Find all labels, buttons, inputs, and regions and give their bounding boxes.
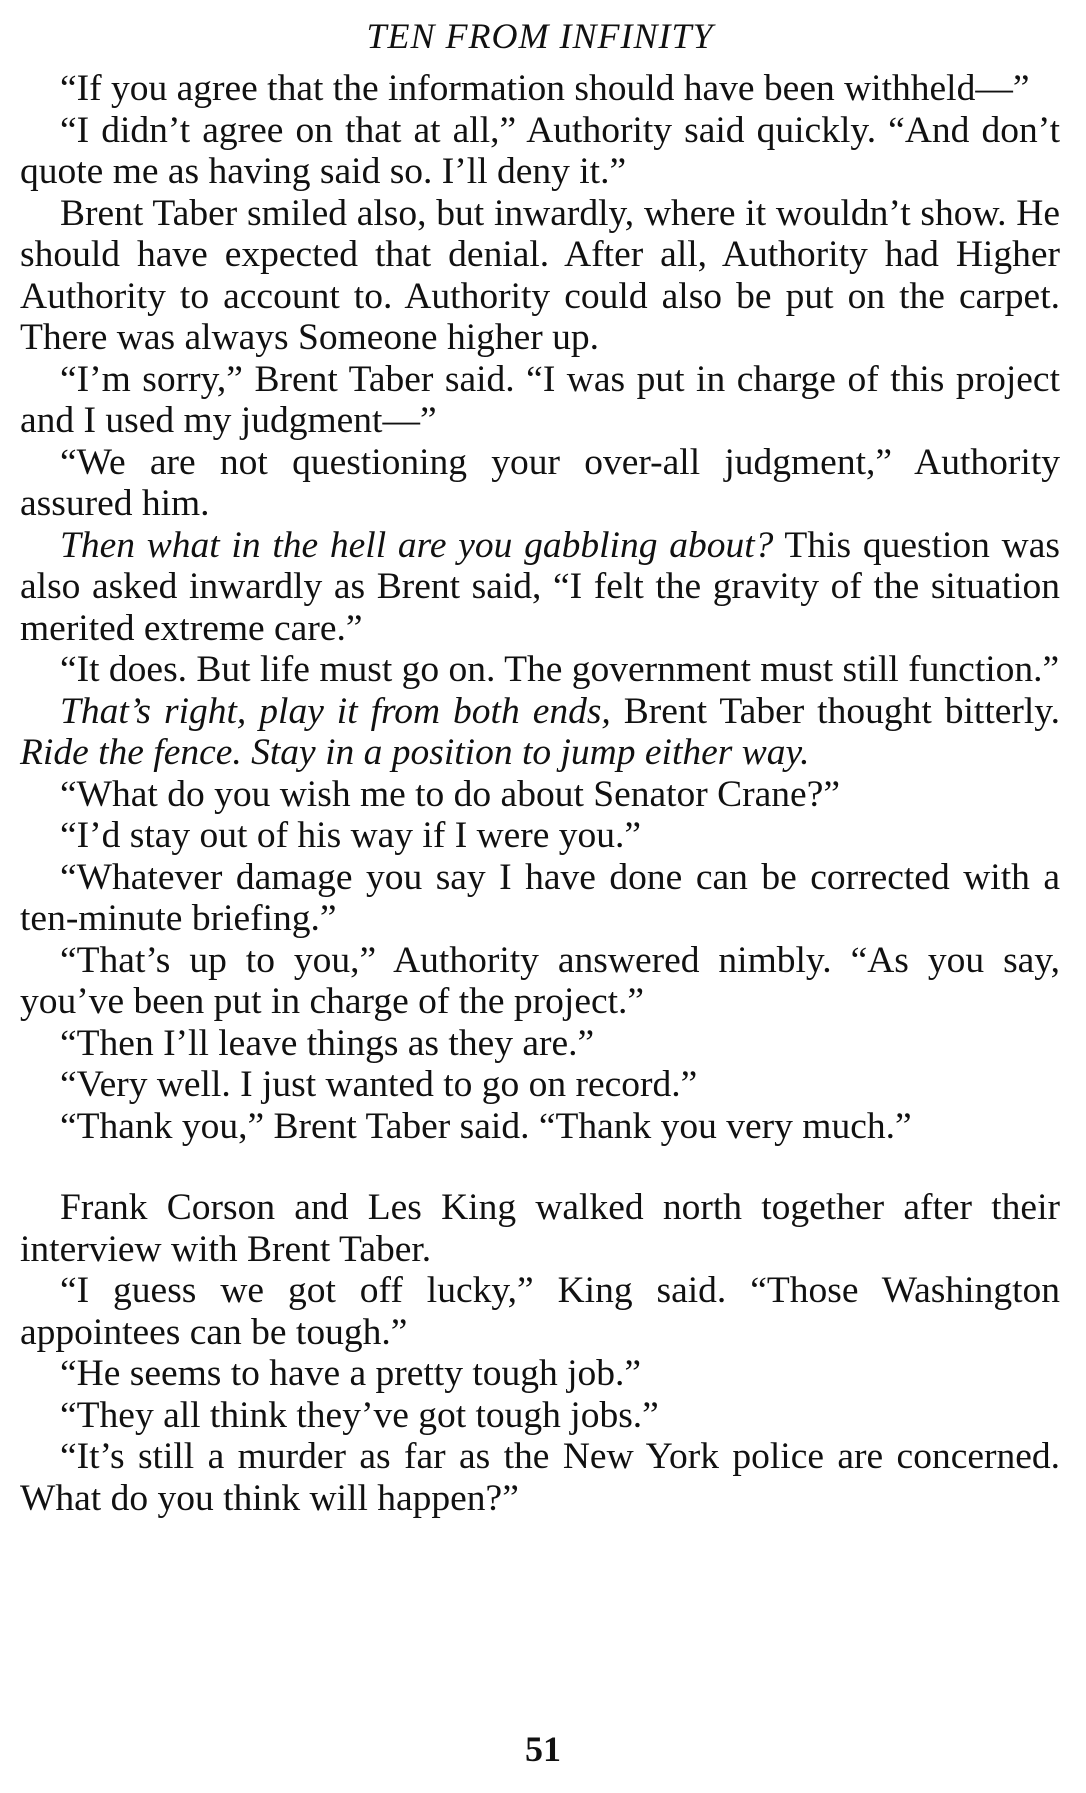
italic-text: Then what in the hell are you gabbling about? xyxy=(60,524,774,566)
paragraph-text: Brent Taber thought bitterly. xyxy=(610,690,1060,732)
paragraph-text: “Then I’ll leave things as they are.” xyxy=(60,1022,595,1064)
paragraph-text: “What do you wish me to do about Senator Crane?” xyxy=(60,773,840,815)
italic-text: That’s right, play it from both ends, xyxy=(60,690,611,732)
paragraph xyxy=(20,1353,1060,1395)
paragraph xyxy=(20,1270,1060,1353)
paragraph xyxy=(20,649,1060,691)
paragraph-text: “Very well. I just wanted to go on record.” xyxy=(60,1064,698,1105)
paragraph xyxy=(20,193,1060,359)
section-break xyxy=(20,1147,1060,1187)
paragraph-text: “He seems to have a pretty tough job.” xyxy=(60,1353,642,1394)
paragraph-text: “They all think they’ve got tough jobs.” xyxy=(60,1394,659,1436)
paragraph xyxy=(20,1064,1060,1106)
paragraph xyxy=(20,1436,1060,1519)
book-page xyxy=(20,14,1060,1519)
paragraph-text: “If you agree that the information should have been withheld—” xyxy=(60,68,1030,109)
paragraph-text: “I’m sorry,” Brent Taber said. “I was put in charge of this project and I used my judgment—” xyxy=(20,358,1060,441)
paragraph-text: “We are not questioning your over-all judgment,” Authority assured him. xyxy=(20,441,1060,524)
paragraph-text: “I guess we got off lucky,” King said. “Those Washington appointees can be tough.” xyxy=(20,1270,1060,1353)
page-number: 51 xyxy=(525,1729,561,1769)
paragraph-text: Brent Taber smiled also, but inwardly, where it wouldn’t show. He should have expected that denial. After all, Authority had Higher Authority to account to. Authority could also be put on the carpet. There was always Someone higher up. xyxy=(20,192,1060,358)
paragraph xyxy=(20,525,1060,650)
paragraph xyxy=(20,68,1060,110)
paragraph xyxy=(20,857,1060,940)
section-one xyxy=(20,68,1060,1147)
paragraph xyxy=(20,940,1060,1023)
running-head: TEN FROM INFINITY xyxy=(366,16,714,56)
paragraph xyxy=(20,442,1060,525)
paragraph xyxy=(20,1106,1060,1148)
paragraph xyxy=(20,110,1060,193)
paragraph-text: “I’d stay out of his way if I were you.” xyxy=(60,815,642,856)
paragraph-text: “Thank you,” Brent Taber said. “Thank you very much.” xyxy=(60,1105,912,1147)
paragraph-text: “It’s still a murder as far as the New York police are concerned. What do you think will happen?” xyxy=(20,1436,1060,1519)
paragraph xyxy=(20,774,1060,816)
paragraph-text: “Whatever damage you say I have done can be corrected with a ten-minute briefing.” xyxy=(20,856,1060,939)
paragraph xyxy=(20,691,1060,774)
paragraph xyxy=(20,359,1060,442)
paragraph-text: Frank Corson and Les King walked north together after their interview with Brent Taber. xyxy=(20,1187,1060,1270)
paragraph xyxy=(20,1187,1060,1270)
paragraph-text: “I didn’t agree on that at all,” Authority said quickly. “And don’t quote me as having said so. I’ll deny it.” xyxy=(20,109,1060,192)
body-text xyxy=(20,68,1060,1519)
italic-text: Ride the fence. Stay in a position to jump either way. xyxy=(20,732,810,773)
paragraph-text: This question was also asked inwardly as Brent said, “I felt the gravity of the situation merited extreme care.” xyxy=(20,524,1060,649)
paragraph-text: “It does. But life must go on. The government must still function.” xyxy=(60,649,1060,690)
paragraph xyxy=(20,1023,1060,1065)
paragraph-text: “That’s up to you,” Authority answered nimbly. “As you say, you’ve been put in charge of the project.” xyxy=(20,939,1060,1022)
paragraph xyxy=(20,815,1060,857)
paragraph xyxy=(20,1395,1060,1437)
section-two xyxy=(20,1187,1060,1519)
